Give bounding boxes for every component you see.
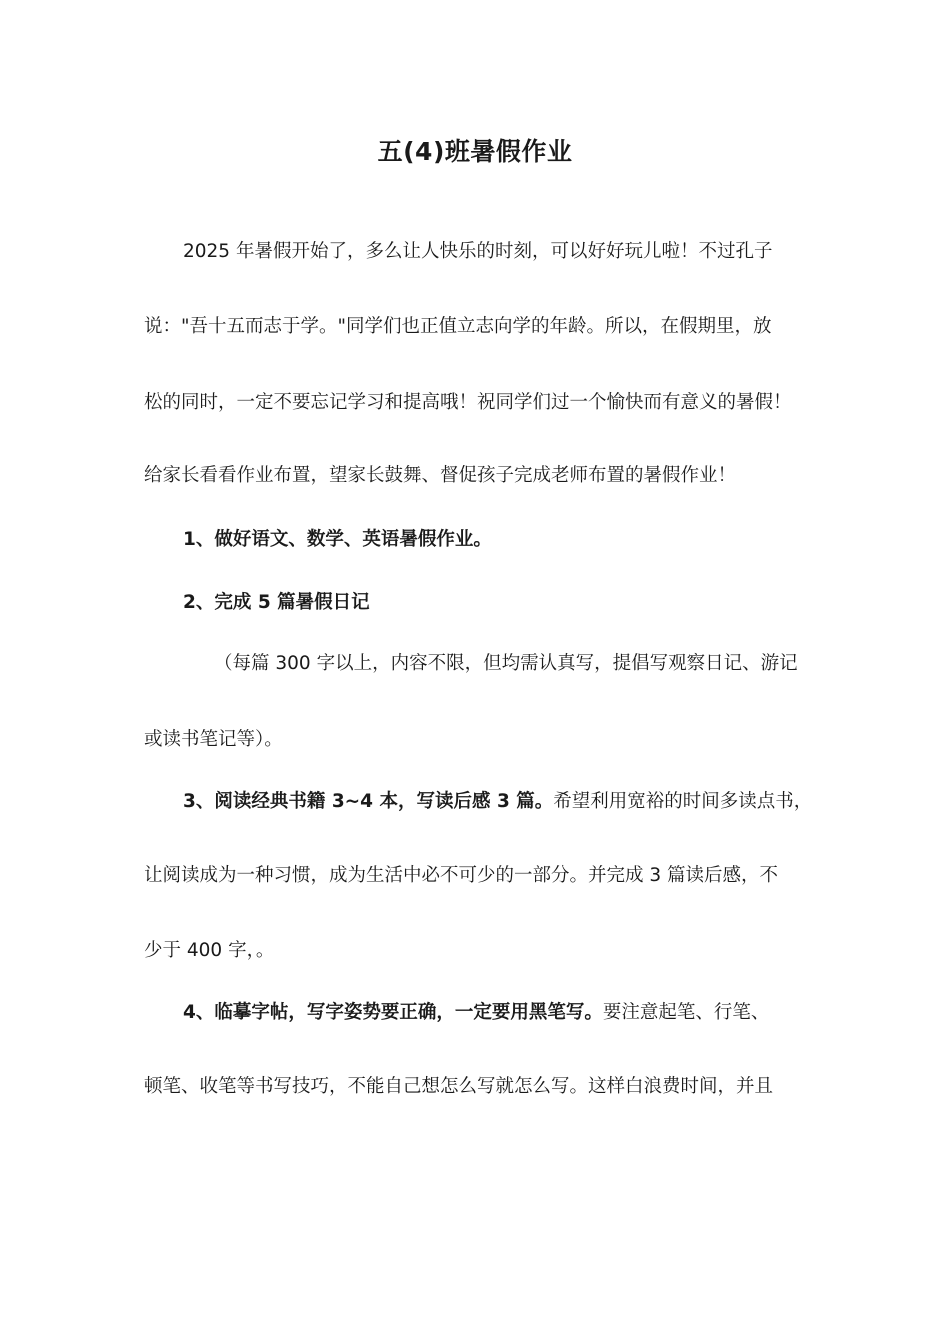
homework-item-2: 2、完成 5 篇暑假日记	[183, 592, 370, 613]
intro-line-1: 2025 年暑假开始了，多么让人快乐的时刻，可以好好玩儿啦！不过孔子	[183, 241, 773, 262]
intro-line-4: 给家长看看作业布置，望家长鼓舞、督促孩子完成老师布置的暑假作业！	[144, 465, 737, 486]
homework-item-4	[183, 1000, 863, 1026]
item-4-heading: 4、临摹字帖，写字姿势要正确，一定要用黑笔写。	[183, 1002, 603, 1023]
item-3-text: 希望利用宽裕的时间多读点书，	[553, 791, 813, 812]
item-4-line-2: 顿笔、收笔等书写技巧，不能自己想怎么写就怎么写。这样白浪费时间，并且	[144, 1076, 774, 1097]
item-2-note-line-2: 或读书笔记等）。	[144, 729, 283, 750]
item-2-note-line-1: （每篇 300 字以上，内容不限，但均需认真写，提倡写观察日记、游记	[214, 653, 798, 674]
item-4-text: 要注意起笔、行笔、	[602, 1002, 770, 1023]
homework-item-1: 1、做好语文、数学、英语暑假作业。	[183, 529, 492, 550]
intro-line-3: 松的同时，一定不要忘记学习和提高哦！祝同学们过一个愉快而有意义的暑假！	[144, 392, 792, 413]
document-title: 五(4)班暑假作业	[377, 137, 573, 166]
intro-line-2: 说："吾十五而志于学。"同学们也正值立志向学的年龄。所以，在假期里，放	[144, 316, 772, 337]
item-3-line-3: 少于 400 字，。	[144, 940, 275, 961]
item-3-line-2: 让阅读成为一种习惯，成为生活中必不可少的一部分。并完成 3 篇读后感，不	[144, 865, 779, 886]
homework-item-3	[183, 789, 863, 815]
item-3-heading: 3、阅读经典书籍 3~4 本，写读后感 3 篇。	[183, 791, 554, 812]
